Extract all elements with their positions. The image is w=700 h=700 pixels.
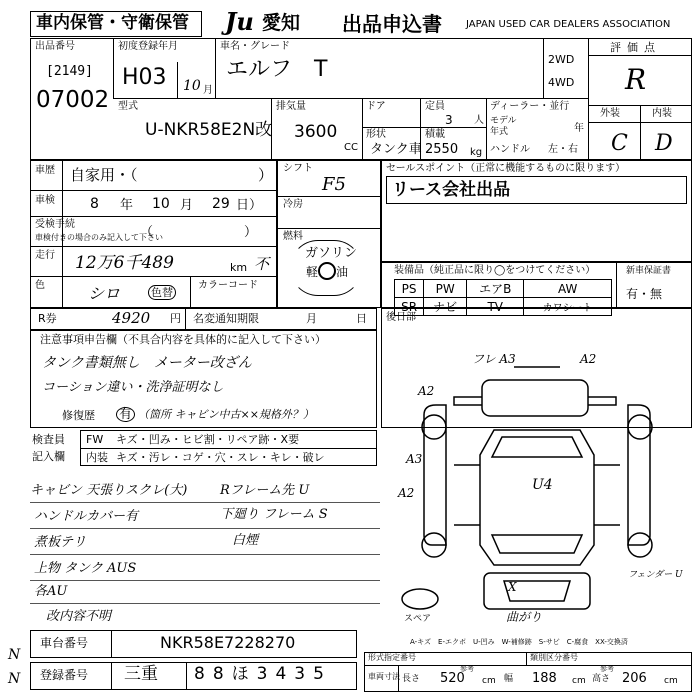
mark-front-a3: フレ A3	[472, 352, 516, 366]
fuel-label: 燃料	[283, 231, 303, 242]
first-reg-label: 初度登録年月	[118, 41, 178, 52]
mark-spare: スペア	[404, 614, 432, 624]
lot-bracket: [2149]	[46, 64, 93, 79]
inspection-day-unit: 日）	[236, 198, 263, 213]
height-unit: cm	[664, 676, 678, 686]
interior-label: 内装	[652, 108, 672, 119]
inspector-int-row: キズ・汚レ・コゲ・穴・スレ・キレ・破レ	[116, 451, 325, 464]
drive-2wd: 2WD	[548, 53, 575, 66]
plate-label: 登録番号	[40, 668, 89, 682]
chassis-value: NKR58E7228270	[160, 633, 296, 652]
sales-point-value: リース会社出品	[392, 180, 511, 200]
equip-ps: PS	[395, 280, 424, 298]
usage-value: 自家用・（	[70, 166, 138, 184]
exterior-grade: C	[611, 131, 628, 156]
inspection-month-unit: 月	[180, 198, 194, 213]
displacement-value: 3600	[294, 122, 338, 142]
inspection-year-unit: 年	[120, 198, 134, 213]
shape-label: 形状	[366, 129, 386, 140]
inspection-day: 29	[212, 196, 230, 212]
equipment-label: 装備品（純正品に限り◯をつけてください）	[394, 265, 596, 276]
color-label: 色	[35, 280, 45, 291]
load-unit: kg	[470, 147, 483, 158]
fuel-gasoline: ガソリン	[305, 246, 358, 261]
recycle-label: R券	[38, 312, 57, 325]
grade-label: 評価点	[610, 41, 661, 54]
model-value: U-NKR58E2N改	[145, 120, 273, 140]
inspection-label: 車検	[35, 195, 55, 206]
size-label: 車両寸法	[368, 672, 400, 681]
tax-day: 日	[356, 312, 367, 325]
aircon-label: 冷房	[283, 199, 303, 210]
car-name: エルフ T	[226, 57, 328, 82]
usage-label: 車歴	[35, 165, 55, 176]
note-5: 煮板テリ	[34, 535, 87, 550]
equip-aw: AW	[524, 280, 612, 298]
first-reg-era: H03	[122, 65, 167, 90]
width-value: 188	[532, 671, 557, 686]
transfer-label: 受検手続	[35, 219, 75, 230]
shift-value: F5	[322, 174, 346, 195]
inspection-year: 8	[90, 196, 99, 212]
note-2: Rフレーム先 U	[220, 483, 310, 498]
inspector-label-2: 記入欄	[32, 450, 65, 463]
plate-pref: 三重	[124, 664, 158, 684]
remarks-label: 注意事項申告欄（不具合内容を具体的に記入して下さい）	[40, 333, 326, 346]
transfer-note: 車検付きの場合のみ記入して下さい	[35, 233, 163, 242]
mark-front-a2: A2	[580, 352, 597, 366]
shape-value: タンク車	[370, 142, 422, 157]
car-name-label: 車名・グレード	[220, 41, 290, 52]
repair-value: 有	[116, 407, 135, 422]
margin-mark-2: N	[8, 671, 21, 687]
mileage-mark: 不	[254, 255, 270, 273]
mark-left-a2b: A2	[398, 486, 415, 500]
note-3: ハンドルカバー有	[34, 509, 139, 524]
dealer-label: ディーラー・並行	[490, 101, 570, 112]
equip-airbag: エアB	[467, 280, 524, 298]
inspector-label-1: 検査員	[32, 433, 65, 446]
first-reg-month-unit: 月	[203, 85, 213, 96]
usage-close: ）	[258, 166, 274, 184]
warranty-label: 新車保証書	[626, 266, 672, 276]
length-unit: cm	[482, 676, 496, 686]
lot-number: 07002	[36, 87, 110, 113]
class-ref: 参考	[600, 665, 614, 673]
equip-leather: カワシート	[524, 298, 612, 316]
margin-mark-1: N	[8, 647, 21, 663]
inspector-ext-row: キズ・凹み・ヒビ割・リペア跡・X要	[116, 433, 300, 446]
tax-label: 名変通知期限	[193, 312, 259, 325]
type-ref: 参考	[460, 665, 474, 673]
form-title: 出品申込書	[342, 12, 442, 36]
inspection-month: 10	[152, 196, 170, 212]
load-value: 2550	[425, 142, 459, 157]
note-4: 下廻り フレーム S	[220, 507, 328, 522]
model-label: 型式	[118, 101, 138, 112]
exterior-label: 外装	[600, 108, 620, 119]
fuel-kei: 軽	[306, 265, 319, 279]
warranty-value: 有・無	[626, 287, 663, 301]
capacity-value: 3	[445, 113, 453, 127]
year-label: 年式	[490, 127, 509, 137]
remark-line-2: コーション違い・洗浄証明なし	[42, 380, 224, 395]
capacity-label: 定員	[425, 101, 445, 112]
back-label: 後日部	[386, 312, 416, 323]
door-label: ドア	[366, 101, 386, 112]
mark-body-u4: U4	[532, 477, 553, 493]
note-8: 各AU	[34, 584, 68, 599]
mark-left-a2: A2	[418, 384, 435, 398]
drive-4wd: 4WD	[548, 76, 575, 89]
handle-lr: 左・右	[548, 144, 578, 155]
shift-label: シフト	[283, 163, 313, 174]
capacity-unit: 人	[474, 115, 484, 126]
recycle-value: 4920	[112, 309, 151, 327]
mark-fender-u: フェンダー U	[628, 570, 683, 580]
note-7: 上物 タンク AUS	[34, 561, 137, 576]
mileage-value: 12万6千489	[75, 253, 174, 273]
year-unit: 年	[574, 123, 584, 134]
first-reg-month: 10	[183, 78, 201, 94]
equip-sr: SR	[395, 298, 424, 316]
mileage-label: 走行	[35, 250, 55, 261]
displacement-unit: CC	[344, 142, 358, 153]
sales-point-label: セールスポイント（正常に機能するものに限ります）	[386, 163, 626, 174]
damage-legend: A-キズ E-エクボ U-凹み W-補修跡 S-サビ C-腐食 XX-交換済	[410, 638, 628, 646]
plate-number: 88ほ3435	[194, 664, 332, 684]
handle-label: ハンドル	[490, 144, 530, 155]
remark-line-1: タンク書類無し メーター改ざん	[42, 355, 252, 371]
fuel-bracket	[290, 240, 362, 296]
displacement-label: 排気量	[276, 101, 306, 112]
color-code-label: カラーコード	[198, 280, 258, 291]
vehicle-damage-diagram	[384, 345, 690, 635]
inspector-int: 内装	[86, 451, 108, 464]
interior-grade: D	[655, 131, 673, 156]
inspector-fw: FW	[86, 433, 104, 446]
transfer-paren: （ ）	[140, 225, 258, 240]
length-label: 長さ	[402, 674, 421, 684]
logo-mark: Ju	[225, 7, 254, 36]
mileage-unit: km	[230, 261, 248, 274]
width-label: 幅	[504, 674, 514, 684]
note-1: キャビン 天張りスクレ(大)	[30, 483, 188, 498]
recycle-unit: 円	[170, 312, 181, 325]
equip-navi: ナビ	[424, 298, 467, 316]
chassis-label: 車台番号	[40, 636, 89, 650]
repair-label: 修復歴	[62, 409, 95, 422]
note-6: 白煙	[232, 533, 259, 548]
lot-label: 出品番号	[35, 41, 75, 52]
equip-tv: TV	[467, 298, 524, 316]
fuel-oil: 油	[336, 265, 349, 279]
equip-pw: PW	[424, 280, 467, 298]
tax-month: 月	[306, 312, 317, 325]
type-label: 形式指定番号	[368, 653, 416, 662]
grade-value: R	[625, 63, 647, 96]
mark-rear-x: X	[508, 580, 517, 594]
note-9: 改内容不明	[46, 609, 112, 624]
load-label: 積載	[425, 129, 445, 140]
width-unit: cm	[572, 676, 586, 686]
storage-stamp-text: 車内保管・守衛保管	[36, 13, 189, 33]
color-value: シロ	[88, 284, 121, 303]
height-value: 206	[622, 671, 647, 686]
height-label: 高さ	[592, 674, 611, 684]
class-label: 類別区分番号	[530, 653, 578, 662]
top-section	[30, 38, 692, 160]
model-year-label: モデル	[490, 116, 517, 126]
association-name: JAPAN USED CAR DEALERS ASSOCIATION	[466, 19, 671, 30]
repair-detail: （箇所 キャビン中古××規格外？）	[138, 408, 314, 421]
repaint-label: 色替	[148, 285, 176, 300]
mark-bent: 曲がり	[506, 610, 543, 624]
org-name: 愛知	[262, 12, 301, 34]
mark-left-a3: A3	[406, 452, 423, 466]
length-value: 520	[440, 671, 465, 686]
